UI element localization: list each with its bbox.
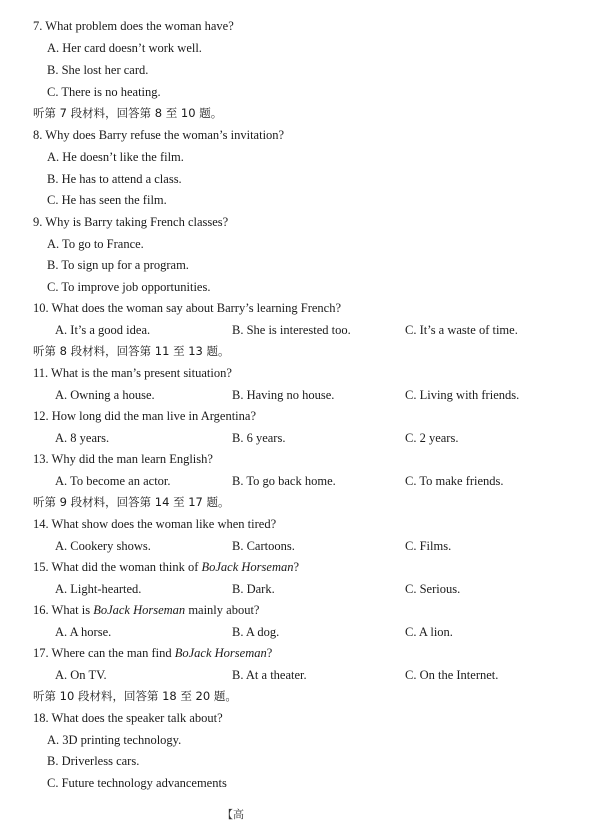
question-14-options: [0, 538, 600, 554]
question-8-stem: 8. Why does Barry refuse the woman’s invitation?: [33, 128, 285, 142]
question-10-option-a: A. It’s a good idea.: [55, 323, 151, 337]
question-17-stem-text: 17. Where can the man find: [33, 646, 175, 660]
question-11-option-b: B. Having no house.: [232, 388, 335, 402]
question-13-options: [0, 473, 600, 489]
question-10-stem: 10. What does the woman say about Barry’s learning French?: [33, 301, 342, 315]
question-14-option-a: A. Cookery shows.: [55, 539, 151, 553]
section-7-heading: 听第 7 段材料，回答第 8 至 10 题。: [33, 106, 223, 120]
question-14-option-b: B. Cartoons.: [232, 539, 295, 553]
question-18-option-b: B. Driverless cars.: [47, 754, 140, 768]
question-9-stem: 9. Why is Barry taking French classes?: [33, 215, 229, 229]
question-16-option-b: B. A dog.: [232, 625, 280, 639]
question-13-option-a: A. To become an actor.: [55, 474, 171, 488]
section-9-heading: 听第 9 段材料，回答第 14 至 17 题。: [33, 495, 230, 509]
question-15-option-b: B. Dark.: [232, 582, 275, 596]
question-17-option-c: C. On the Internet.: [405, 668, 499, 682]
question-7-option-a: A. Her card doesn’t work well.: [47, 41, 202, 55]
question-18-option-c: C. Future technology advancements: [47, 776, 227, 790]
question-11-option-a: A. Owning a house.: [55, 388, 155, 402]
question-16-stem-end: mainly about?: [185, 603, 260, 617]
question-16-stem-text: 16. What is: [33, 603, 94, 617]
question-10-options: [0, 322, 600, 338]
question-12-stem: 12. How long did the man live in Argentina?: [33, 409, 256, 423]
question-11-option-c: C. Living with friends.: [405, 388, 520, 402]
question-15-options: [0, 581, 600, 597]
question-17-stem: [33, 645, 272, 661]
question-12-option-b: B. 6 years.: [232, 431, 286, 445]
question-15-option-c: C. Serious.: [405, 582, 461, 596]
question-13-option-b: B. To go back home.: [232, 474, 336, 488]
question-13-option-c: C. To make friends.: [405, 474, 504, 488]
section-10-heading: 听第 10 段材料，回答第 18 至 20 题。: [33, 689, 237, 703]
question-17-option-b: B. At a theater.: [232, 668, 307, 682]
question-18-stem: 18. What does the speaker talk about?: [33, 711, 223, 725]
question-10-option-b: B. She is interested too.: [232, 323, 351, 337]
question-12-option-c: C. 2 years.: [405, 431, 459, 445]
question-7-option-b: B. She lost her card.: [47, 63, 149, 77]
question-16-option-a: A. A horse.: [55, 625, 112, 639]
question-8-option-b: B. He has to attend a class.: [47, 172, 182, 186]
question-13-stem: 13. Why did the man learn English?: [33, 452, 213, 466]
question-17-show-title: BoJack Horseman: [174, 646, 267, 660]
question-8-option-a: A. He doesn’t like the film.: [47, 150, 184, 164]
question-11-options: [0, 387, 600, 403]
question-12-option-a: A. 8 years.: [55, 431, 110, 445]
question-16-option-c: C. A lion.: [405, 625, 453, 639]
question-18-option-a: A. 3D printing technology.: [47, 733, 182, 747]
question-15-show-title: BoJack Horseman: [201, 560, 294, 574]
question-14-option-c: C. Films.: [405, 539, 452, 553]
section-8-heading: 听第 8 段材料，回答第 11 至 13 题。: [33, 344, 230, 358]
question-11-stem: 11. What is the man’s present situation?: [33, 366, 232, 380]
page-footer-mark: 【高: [222, 809, 244, 821]
question-15-stem: [33, 559, 299, 575]
question-15-stem-end: ?: [293, 560, 300, 574]
question-9-option-c: C. To improve job opportunities.: [47, 280, 211, 294]
question-9-option-b: B. To sign up for a program.: [47, 258, 189, 272]
question-15-option-a: A. Light-hearted.: [55, 582, 142, 596]
question-17-option-a: A. On TV.: [55, 668, 107, 682]
question-7-option-c: C. There is no heating.: [47, 85, 161, 99]
question-16-stem: [33, 602, 259, 618]
question-14-stem: 14. What show does the woman like when tired?: [33, 517, 277, 531]
question-15-stem-text: 15. What did the woman think of: [33, 560, 202, 574]
question-17-options: [0, 667, 600, 683]
question-10-option-c: C. It’s a waste of time.: [405, 323, 518, 337]
question-8-option-c: C. He has seen the film.: [47, 193, 167, 207]
question-16-show-title: BoJack Horseman: [93, 603, 186, 617]
question-16-options: [0, 624, 600, 640]
question-17-stem-end: ?: [266, 646, 273, 660]
question-7-stem: 7. What problem does the woman have?: [33, 19, 234, 33]
question-9-option-a: A. To go to France.: [47, 237, 144, 251]
question-12-options: [0, 430, 600, 446]
